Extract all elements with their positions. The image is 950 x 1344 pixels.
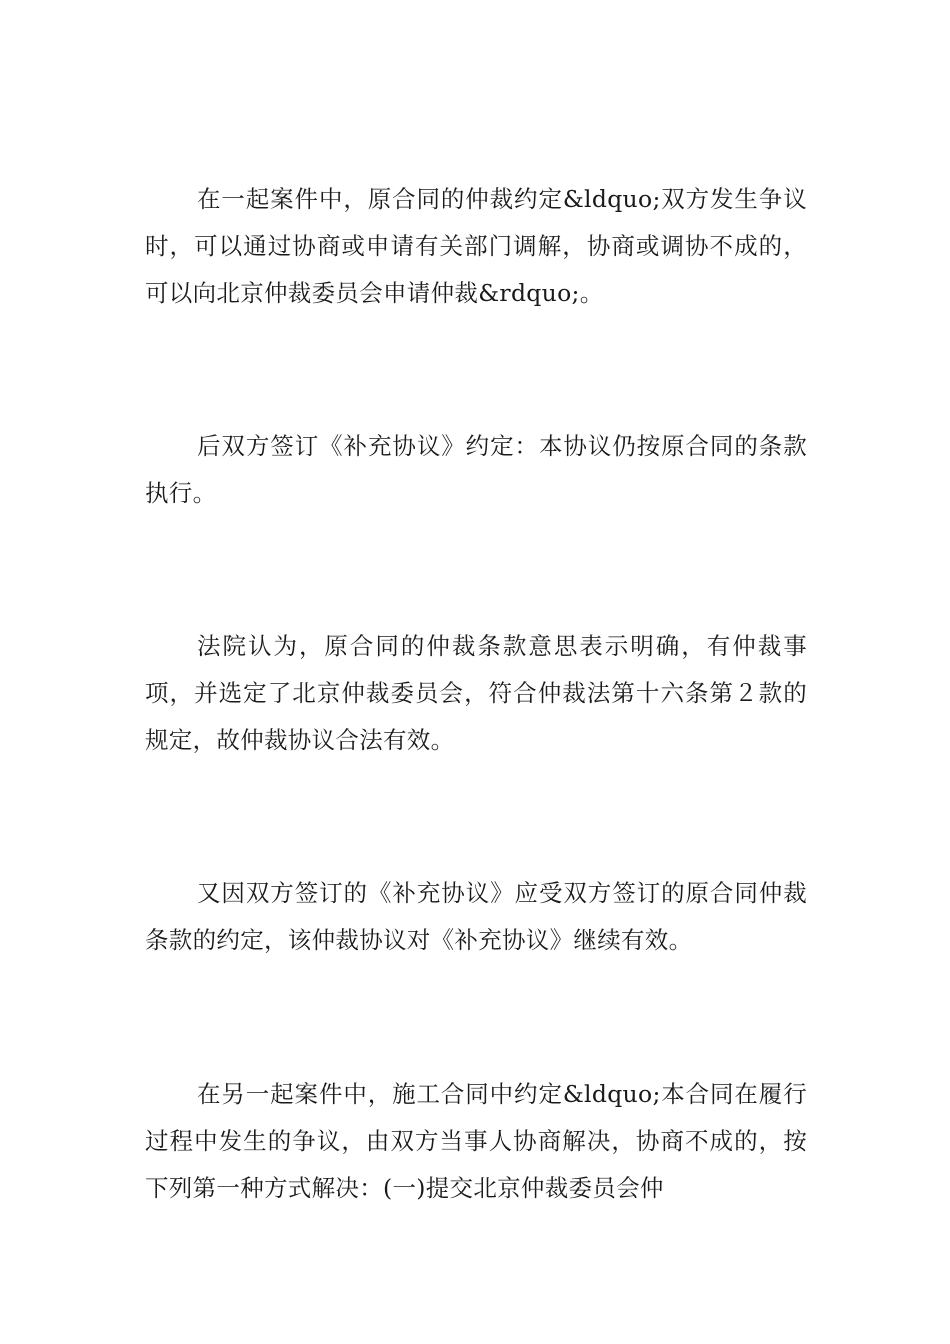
paragraph-supplementary-agreement: 后双方签订《补充协议》约定：本协议仍按原合同的条款执行。 bbox=[145, 432, 807, 507]
paragraph-court-opinion: 法院认为，原合同的仲裁条款意思表示明确，有仲裁事项，并选定了北京仲裁委员会，符合仲裁法第十六条第２款的规定，故仲裁协议合法有效。 bbox=[145, 632, 807, 754]
paragraph-construction-contract-case: 在另一起案件中，施工合同中约定&ldquo;本合同在履行过程中发生的争议，由双方当事人协商解决，协商不成的，按下列第一种方式解决：(一)提交北京仲裁委员会仲 bbox=[145, 1080, 807, 1202]
paragraph-agreement-validity: 又因双方签订的《补充协议》应受双方签订的原合同仲裁条款的约定，该仲裁协议对《补充协议》继续有效。 bbox=[145, 879, 807, 954]
paragraph-arbitration-clause-case-1: 在一起案件中，原合同的仲裁约定&ldquo;双方发生争议时，可以通过协商或申请有关部门调解，协商或调协不成的，可以向北京仲裁委员会申请仲裁&rdquo;。 bbox=[145, 185, 807, 307]
